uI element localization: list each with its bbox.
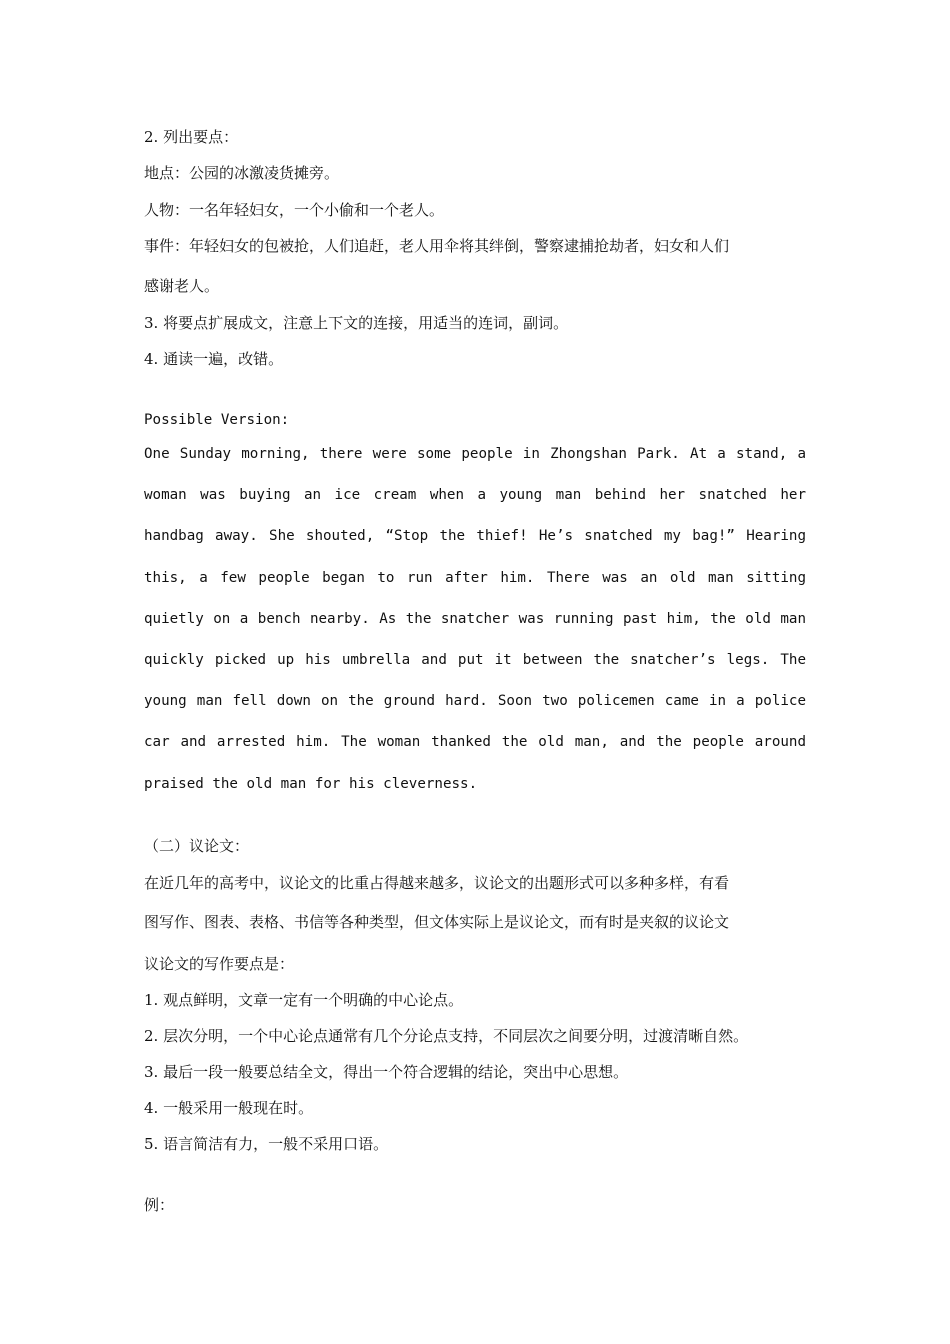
writing-points-heading: 议论文的写作要点是：: [144, 955, 295, 973]
possible-version-heading: Possible Version:: [144, 412, 290, 428]
key-point-people: 人物：一名年轻妇女，一个小偷和一个老人。: [144, 201, 445, 219]
writing-point-2: 2. 层次分明，一个中心论点通常有几个分论点支持，不同层次之间要分明，过渡清晰自然。: [144, 1027, 749, 1045]
step-3: 3. 将要点扩展成文，注意上下文的连接，用适当的连词，副词。: [144, 314, 569, 332]
possible-version-essay: One Sunday morning, there were some people in Zhongshan Park. At a stand, a woman was buying an ice cream when a young man behind her snatched her handbag away. She shouted, “Stop the thief! He’s snatched my bag!” Hearing this, a few people began to run after him. There was an old man sitting quietly on a bench nearby. As the snatcher was running past him, the old man quickly picked up his umbrella and put it between the snatcher’s legs. The young man fell down on the ground hard. Soon two policemen came in a police car and arrested him. The woman thanked the old man, and the people around praised the old man for his cleverness.: [144, 446, 806, 792]
writing-point-5: 5. 语言简洁有力，一般不采用口语。: [144, 1135, 389, 1153]
example-label: 例：: [144, 1196, 175, 1214]
writing-point-4: 4. 一般采用一般现在时。: [144, 1099, 314, 1117]
writing-point-3: 3. 最后一段一般要总结全文，得出一个符合逻辑的结论，突出中心思想。: [144, 1063, 629, 1081]
argumentative-intro-line-2: 图写作、图表、表格、书信等各种类型，但文体实际上是议论文，而有时是夹叙的议论文: [144, 913, 730, 931]
writing-point-1: 1. 观点鲜明，文章一定有一个明确的中心论点。: [144, 991, 464, 1009]
key-point-event-line-1: 事件：年轻妇女的包被抢，人们追赶，老人用伞将其绊倒，警察逮捕抢劫者，妇女和人们: [144, 237, 730, 255]
argumentative-heading: （二）议论文：: [144, 837, 250, 855]
step-2-heading: 2. 列出要点：: [144, 128, 239, 146]
key-point-event-line-2: 感谢老人。: [144, 277, 220, 295]
step-4: 4. 通读一遍，改错。: [144, 350, 284, 368]
argumentative-intro-line-1: 在近几年的高考中，议论文的比重占得越来越多，议论文的出题形式可以多种多样，有看: [144, 874, 730, 892]
key-point-place: 地点：公园的冰激凌货摊旁。: [144, 164, 340, 182]
